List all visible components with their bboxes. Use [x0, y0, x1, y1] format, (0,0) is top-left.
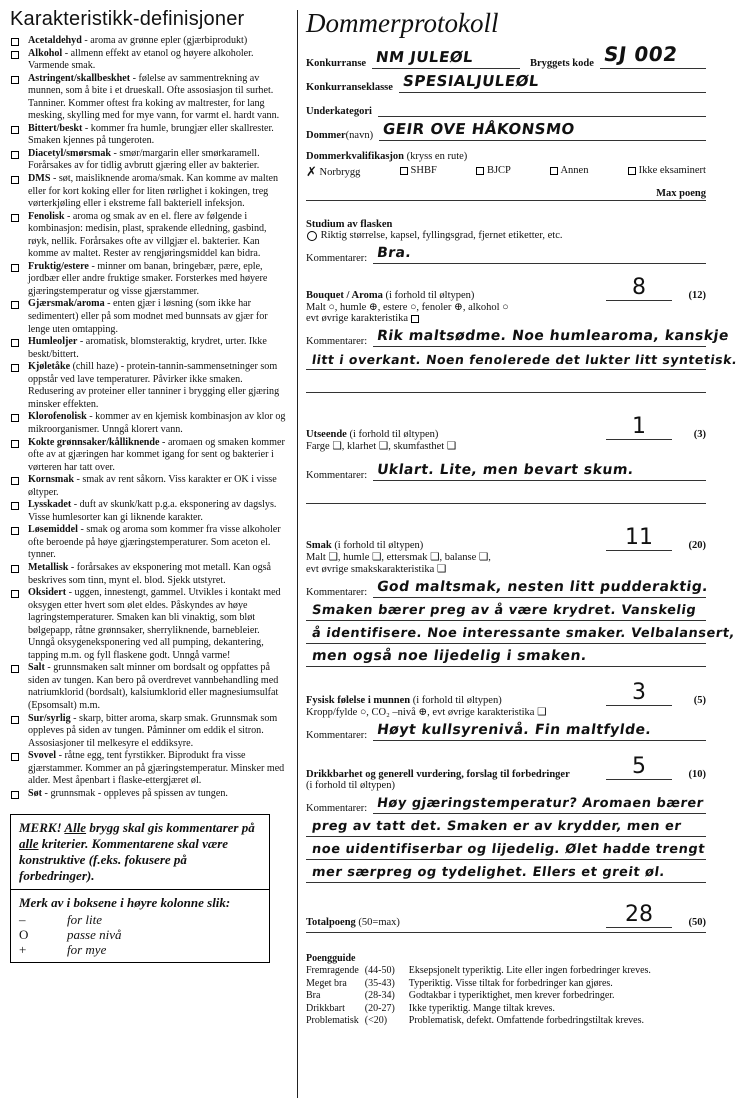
klasse-value: SPESIALJULEØL — [401, 72, 541, 90]
guide-row: Meget bra (35-43) Typeriktig. Visse tiltak for forbedringer kan gjøres. — [306, 977, 613, 989]
definition-checkbox[interactable] — [11, 264, 19, 272]
legend-row: – for lite — [19, 912, 103, 928]
definition-item: Klorofenolisk - kommer av en kjemisk kombinasjon av klor og mikroorganismer. Unngå klorert vann. — [10, 411, 288, 436]
checkbox-icon — [628, 167, 636, 175]
definition-checkbox[interactable] — [11, 301, 19, 309]
qualification-option[interactable]: BJCP — [476, 165, 511, 180]
definition-checkbox[interactable] — [11, 339, 19, 347]
definition-item: Kornsmak - smak av rent såkorn. Viss karakter er OK i visse øltyper. — [10, 474, 288, 499]
definition-item: Sur/syrlig - skarp, bitter aroma, skarp smak. Grunnsmak som oppleves på siden av tungen. Påminner om eddik el sitron. Assosiasjoner til melkesyre el eddiksyre. — [10, 713, 288, 751]
qualification-option[interactable]: ✗ Norbrygg — [306, 165, 361, 180]
legend-row: O passe nivå — [19, 927, 122, 943]
total-section: Totalpoeng (50=max) 28 (50) — [306, 905, 706, 933]
definition-item: Fruktig/estere - minner om banan, bringebær, pære, eple, jordbær eller andre fruktige smaker. Forsterkes med høyere gjæringstemperatur og visse gjærstammer. — [10, 261, 288, 299]
konkurranse-field[interactable]: Konkurranse NM JULEØL — [306, 45, 520, 69]
definition-item: Salt - grunnsmaken salt minner om bordsalt og oppfattes på siden av tungen. Kan bero på overdrevet vannbehandling med natriumklorid (bordsalt), kalsiumklorid eller magnesiumsulfat (Epsomsalt) m.m. — [10, 662, 288, 712]
legend-row: + for mye — [19, 942, 107, 958]
smak-section: Smak (i forhold til øltypen) 11 (20) Malt ❑, humle ❑, ettersmak ❑, balanse ❑, evt øvrige smakskarakteristika ❑ Kommentarer: God maltsmak, nesten litt pudderaktig. Smaken bærer preg av å være krydret. Vanskelig å identifisere. Noe interessante smaker. Velbalansert, men også noe lijedelig i smaken. — [306, 528, 706, 667]
definition-item: Oksidert - uggen, innestengt, gammel. Utvikles i kontakt med oksygen etter hvert som ølet eldes. Påskyndes av høye lagringstemperaturer. Smaken kan bli vinaktig, som bløt bølgepapp, råtne grønnsaker, sherryliknende, barnebleier. Unngå oksygeneksponering ved all pumping, dekantering, tapping m.m. og fyll flaskene godt. Unngå varme! — [10, 587, 288, 662]
definition-item: Acetaldehyd - aroma av grønne epler (gjærbiprodukt) — [10, 35, 288, 48]
merk-legend — [11, 890, 269, 962]
konkurranse-row — [306, 42, 706, 69]
definition-item: Fenolisk - aroma og smak av en el. flere av følgende i kombinasjon: medisin, plast, sprakende elledning, gasbind, røyk, nellik. Forårsakes ofte av villgjær el. bakterier. Kan komme av maltet. Rester av rengjøringsmiddel kan bidra. — [10, 211, 288, 261]
definition-checkbox[interactable] — [11, 502, 19, 510]
definition-item: DMS - søt, maisliknende aroma/smak. Kan komme av malten eller for kort koking eller for liten rørlighet i kokingen, treg vørterkjøling eller i ekstreme fall bakteriell infeksjon. — [10, 173, 288, 211]
qualification-option[interactable]: SHBF — [400, 165, 437, 180]
utseende-comment-row[interactable]: Kommentarer: Uklart. Lite, men bevart skum. — [306, 462, 706, 481]
definitions-list — [10, 35, 288, 800]
guide-row: Fremragende (44-50) Eksepsjonelt typeriktig. Lite eller ingen forbedringer kreves. — [306, 965, 651, 977]
studium-title: Studium av flasken — [306, 219, 393, 230]
klasse-field[interactable]: Konkurranseklasse SPESIALJULEØL — [306, 69, 706, 93]
definition-checkbox[interactable] — [11, 753, 19, 761]
definition-checkbox[interactable] — [11, 590, 19, 598]
checkbox-icon — [476, 167, 484, 175]
guide-row: Drikkbart (20-27) Ikke typeriktig. Mange tiltak kreves. — [306, 1002, 555, 1014]
bouquet-score[interactable]: 8 (12) — [606, 278, 706, 301]
fysisk-score[interactable]: 3 (5) — [606, 683, 706, 706]
definition-item: Metallisk - forårsakes av eksponering mot metall. Kan også beskrives som tinn, mynt el. blod. Sjekk utstyret. — [10, 562, 288, 587]
definition-checkbox[interactable] — [11, 76, 19, 84]
max-poeng-header: Max poeng — [306, 188, 706, 201]
qualification-options — [306, 165, 706, 180]
smak-comment-row[interactable]: Kommentarer: God maltsmak, nesten litt pudderaktig. — [306, 579, 710, 598]
dommer-field[interactable]: Dommer (navn) GEIR OVE HÅKONSMO — [306, 117, 706, 141]
qualification-option[interactable]: Ikke eksaminert — [628, 165, 706, 180]
column-divider — [297, 10, 298, 1098]
bryggets-kode-value: SJ 002 — [602, 42, 680, 66]
qualification-block: Dommerkvalifikasjon (kryss en rute) ✗ Norbrygg SHBF BJCP Annen Ikke eksaminert Max poeng — [306, 151, 706, 199]
definition-item: Humleoljer - aromatisk, blomsteraktig, krydret, urter. Ikke beskt/bittert. — [10, 336, 288, 361]
bouquet-section: Bouquet / Aroma (i forhold til øltypen) 8 (12) Malt ○, humle ⊕, estere ○, fenoler ⊕, alkohol ○ evt øvrige karakteristika Kommentarer: Rik maltsødme. Noe humlearoma, kanskje litt i overkant. Noen fenolerede det lukter litt syntetisk. — [306, 278, 706, 393]
checkbox-icon — [550, 167, 558, 175]
merk-box — [10, 814, 270, 963]
definition-checkbox[interactable] — [11, 440, 19, 448]
bouquet-attrs[interactable]: Malt ○, humle ⊕, estere ○, fenoler ⊕, alkohol ○ — [306, 302, 509, 313]
studium-section: Studium av flasken Riktig størrelse, kapsel, fyllingsgrad, fjernet etiketter, etc. Kommentarer: Bra. — [306, 219, 706, 264]
dommer-value: GEIR OVE HÅKONSMO — [381, 120, 577, 138]
bouquet-other-checkbox[interactable] — [411, 315, 419, 323]
definition-item: Bittert/beskt - kommer fra humle, brungjær eller skallrester. Smaken kjennes på tungeroten. — [10, 123, 288, 148]
definition-item: Alkohol - allmenn effekt av etanol og høyere alkoholer. Varmende smak. — [10, 48, 288, 73]
studium-comment: Bra. — [376, 245, 413, 261]
total-score[interactable]: 28 (50) — [606, 905, 706, 928]
bryggets-kode-field[interactable]: Bryggets kode SJ 002 — [530, 45, 706, 69]
definition-checkbox[interactable] — [11, 665, 19, 673]
merk-note: MERK! Alle brygg skal gis kommentarer på alle kriterier. Kommentarene skal være konstruktive (f.eks. fokusere på forbedringer). — [11, 815, 269, 890]
definition-checkbox[interactable] — [11, 176, 19, 184]
drikk-section: Drikkbarhet og generell vurdering, forslag til forbedringer 5 (10) (i forhold til øltypen) Kommentarer: Høy gjæringstemperatur? Aromaen bærer preg av tatt det. Smaken er av krydder, men er noe uidentifiserbar og lijedelig. Ølet hadde trengt mer særpreg og tydelighet. Ellers et greit øl. — [306, 757, 706, 883]
fysisk-attrs[interactable]: Kropp/fylde ○, CO₂ –nivå ⊕, evt øvrige karakteristika ❑ — [306, 707, 547, 718]
utseende-section: Utseende (i forhold til øltypen) 1 (3) Farge ❑, klarhet ❑, skumfasthet ❑ Kommentarer: Uklart. Lite, men bevart skum. — [306, 417, 706, 504]
definition-checkbox[interactable] — [11, 565, 19, 573]
drikk-comment-row[interactable]: Kommentarer: Høy gjæringstemperatur? Aromaen bærer — [306, 796, 705, 814]
definition-checkbox[interactable] — [11, 214, 19, 222]
fysisk-section: Fysisk følelse i munnen (i forhold til øltypen) 3 (5) Kropp/fylde ○, CO₂ –nivå ⊕, evt øvrige karakteristika ❑ Kommentarer: Høyt kullsyrenivå. Fin maltfylde. — [306, 680, 706, 741]
utseende-attrs[interactable]: Farge ❑, klarhet ❑, skumfasthet ❑ — [306, 441, 457, 452]
checkbox-icon — [400, 167, 408, 175]
bouquet-comment-row[interactable]: Kommentarer: Rik maltsødme. Noe humlearoma, kanskje — [306, 328, 731, 347]
definition-checkbox[interactable] — [11, 364, 19, 372]
definitions-title: Karakteristikk-definisjoner — [10, 8, 245, 30]
utseende-score[interactable]: 1 (3) — [606, 417, 706, 440]
definition-item: Kjøletåke (chill haze) - protein-tannin-sammensetninger som oppstår ved lave temperaturer. Påvirker ikke smaken. Redusering av proteiner eller tanniner i brygging eller gjæring minsker effekten. — [10, 361, 288, 411]
definition-checkbox[interactable] — [11, 716, 19, 724]
definition-item: Kokte grønnsaker/kålliknende - aromaen og smaken kommer ofte av at gjæringen har kommet igang for sent og bakterier i vørteren har tatt over. — [10, 437, 288, 475]
drikk-score[interactable]: 5 (10) — [606, 757, 706, 780]
protocol-column — [306, 8, 739, 1027]
checked-x-icon: ✗ — [306, 165, 317, 180]
underkategori-field[interactable]: Underkategori — [306, 93, 706, 117]
studium-comment-row[interactable]: Kommentarer: Bra. — [306, 245, 706, 264]
definition-checkbox[interactable] — [11, 126, 19, 134]
studium-checkmark-icon[interactable] — [307, 231, 317, 241]
konkurranse-value: NM JULEØL — [374, 48, 475, 66]
guide-row: Problematisk (<20) Problematisk, defekt. Omfattende forbedringstiltak kreves. — [306, 1015, 644, 1027]
definition-item: Gjærsmak/aroma - enten gjær i løsning (som ikke har sedimentert) eller på som modnet med bunnsats av gjær for lenge uten omtapping. — [10, 298, 288, 336]
definition-checkbox[interactable] — [11, 414, 19, 422]
fysisk-comment-row[interactable]: Kommentarer: Høyt kullsyrenivå. Fin maltfylde. — [306, 722, 706, 741]
definition-item: Lysskadet - duft av skunk/katt p.g.a. eksponering av dagslys. Visse humlesorter kan gi liknende karakter. — [10, 499, 288, 524]
definition-item: Svovel - råtne egg, tent fyrstikker. Biprodukt fra visse gjærstammer. Kommer an på gjæringstemperatur. Minsker med alder. Mest åpenbart i flaske-ettergjæret øl. — [10, 750, 288, 788]
smak-score[interactable]: 11 (20) — [606, 528, 706, 551]
smak-attrs[interactable]: Malt ❑, humle ❑, ettersmak ❑, balanse ❑, — [306, 552, 491, 563]
definition-checkbox[interactable] — [11, 151, 19, 159]
qualification-option[interactable]: Annen — [550, 165, 588, 180]
protocol-title: Dommerprotokoll — [306, 8, 499, 38]
definition-item: Astringent/skallbeskhet - følelse av sammentrekning av munnen, som å bite i et drueskall. Ofte assosiasjon til surhet. Tanniner. Kommer oftest fra koking av maltrester, for lang mesking, skylling med for mye vann, for varmt el. hardt vann. — [10, 73, 288, 123]
definition-checkbox[interactable] — [11, 791, 19, 799]
definition-item: Løsemiddel - smak og aroma som kommer fra visse alkoholer ofte beroende på høye gjæringstemperaturer. Som aceton el. tynner. — [10, 524, 288, 562]
definition-item: Søt - grunnsmak - oppleves på spissen av tungen. — [10, 788, 288, 801]
definition-checkbox[interactable] — [11, 38, 19, 46]
poengguide: Poengguide Fremragende (44-50) Eksepsjonelt typeriktig. Lite eller ingen forbedringer kreves. Meget bra (35-43) Typeriktig. Visse tiltak for forbedringer kan gjøres. Bra (28-34) Godtakbar i typeriktighet, men krever forbedringer. Drikkbart (20-27) Ikke typeriktig. Mange tiltak kreves. Problematisk (<20) Problematisk, defekt. Omfattende forbedringstiltak kreves. — [306, 953, 706, 1027]
definition-item: Diacetyl/smørsmak - smør/margarin eller smørkaramell. Forårsakes av for tidlig avbrutt gjæring eller av bakterier. — [10, 148, 288, 173]
definitions-column — [10, 8, 288, 963]
guide-row: Bra (28-34) Godtakbar i typeriktighet, men krever forbedringer. — [306, 990, 615, 1002]
definition-checkbox[interactable] — [11, 527, 19, 535]
definition-checkbox[interactable] — [11, 477, 19, 485]
merk-legend-heading: Merk av i boksene i høyre kolonne slik: — [19, 895, 231, 911]
definition-checkbox[interactable] — [11, 51, 19, 59]
